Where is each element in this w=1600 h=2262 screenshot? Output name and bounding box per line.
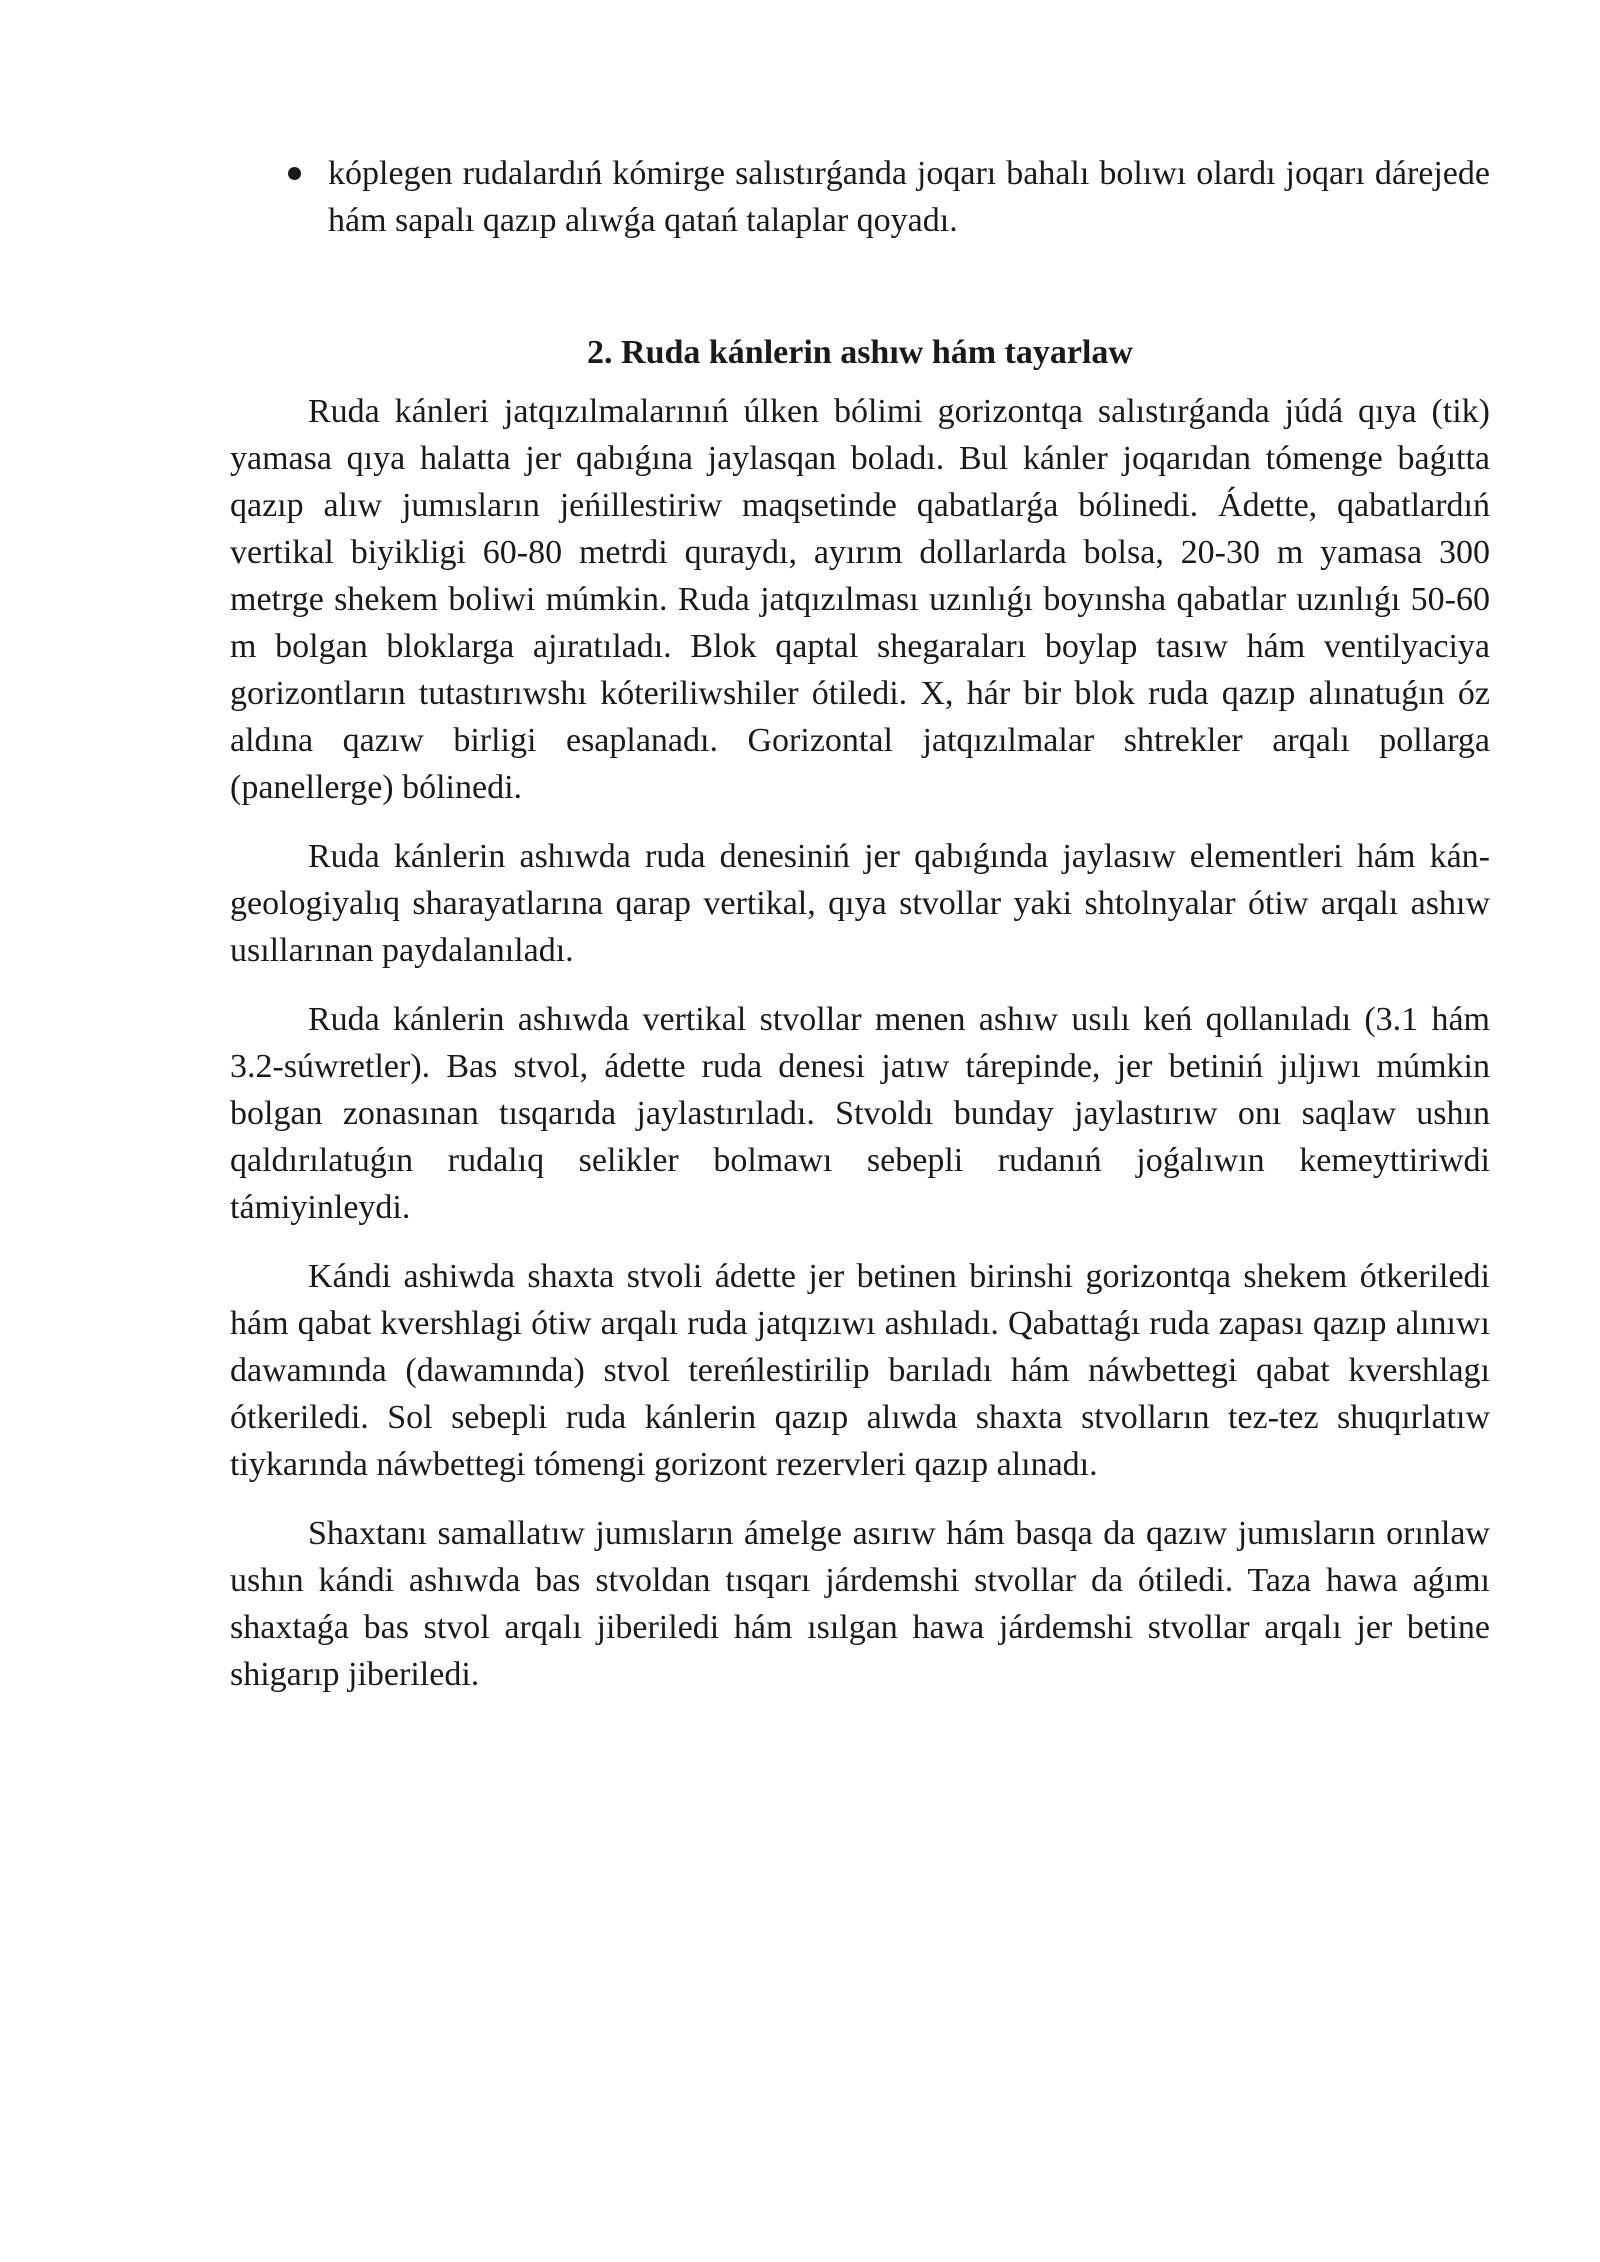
paragraph-3: Ruda kánlerin ashıwda vertikal stvollar menen ashıw usılı keń qollanıladı (3.1 hám 3.2-súwretler). Bas stvol, ádette ruda denesi jatıw tárepinde, jer betiniń jıljıwı múmkin bolgan zonasınan tısqarıda jaylastırıladı. Stvoldı bunday jaylastırıw onı saqlaw ushın qaldırılatuǵın rudalıq selikler bolmawı sebepli rudanıń joǵalıwın kemeyttiriwdi támiyinleydi. [230,1001,1490,1226]
list-item [230,150,1490,244]
section-heading: 2. Ruda kánlerin ashıw hám tayarlaw [587,334,1133,371]
paragraph-1: Ruda kánleri jatqızılmalarınıń úlken bólimi gorizontqa salıstırǵanda júdá qıya (tik) yamasa qıya halatta jer qabıǵına jaylasqan boladı. Bul kánler joqarıdan tómenge baǵıtta qazıp alıw jumısların jeńillestiriw maqsetinde qabatlarǵa bólinedi. Ádette, qabatlardıń vertikal biyikligi 60-80 metrdi quraydı, ayırım dollarlarda bolsa, 20-30 m yamasa 300 metrge shekem boliwi múmkin. Ruda jatqızılması uzınlıǵı boyınsha qabatlar uzınlıǵı 50-60 m bolgan bloklarga ajıratıladı. Blok qaptal shegaraları boylap tasıw hám ventilyaciya gorizontların tutastırıwshı kóteriliwshiler ótiledi. X, hár bir blok ruda qazıp alınatuǵın óz aldına qazıw birligi esaplanadı. Gorizontal jatqızılmalar shtrekler arqalı pollarga (panellerge) bólinedi. [230,393,1490,806]
bullet-dot-icon [288,167,301,180]
paragraph-4: Kándi ashiwda shaxta stvoli ádette jer betinen birinshi gorizontqa shekem ótkeriledi hám qabat kvershlagi ótiw arqalı ruda jatqızıwı ashıladı. Qabattaǵı ruda zapası qazıp alınıwı dawamında (dawamında) stvol tereńlestirilip barıladı hám náwbettegi qabat kvershlagı ótkeriledi. Sol sebepli ruda kánlerin qazıp alıwda shaxta stvolların tez-tez shuqırlatıw tiykarında náwbettegi tómengi gorizont rezervleri qazıp alınadı. [230,1258,1490,1483]
bullet-text: kóplegen rudalardıń kómirge salıstırǵanda joqarı bahalı bolıwı olardı joqarı dárejede hám sapalı qazıp alıwǵa qatań talaplar qoyadı. [328,155,1490,239]
document-page [230,150,1490,1698]
bullet-list [230,150,1490,244]
paragraph-5: Shaxtanı samallatıw jumısların ámelge asırıw hám basqa da qazıw jumısların orınlaw ushın kándi ashıwda bas stvoldan tısqarı járdemshi stvollar da ótiledi. Taza hawa aǵımı shaxtaǵa bas stvol arqalı jiberiledi hám ısılgan hawa járdemshi stvollar arqalı jer betine shigarıp jiberiledi. [230,1515,1490,1693]
paragraph-2: Ruda kánlerin ashıwda ruda denesiniń jer qabıǵında jaylasıw elementleri hám kán-geologiyalıq sharayatlarına qarap vertikal, qıya stvollar yaki shtolnyalar ótiw arqalı ashıw usıllarınan paydalanıladı. [230,838,1490,969]
